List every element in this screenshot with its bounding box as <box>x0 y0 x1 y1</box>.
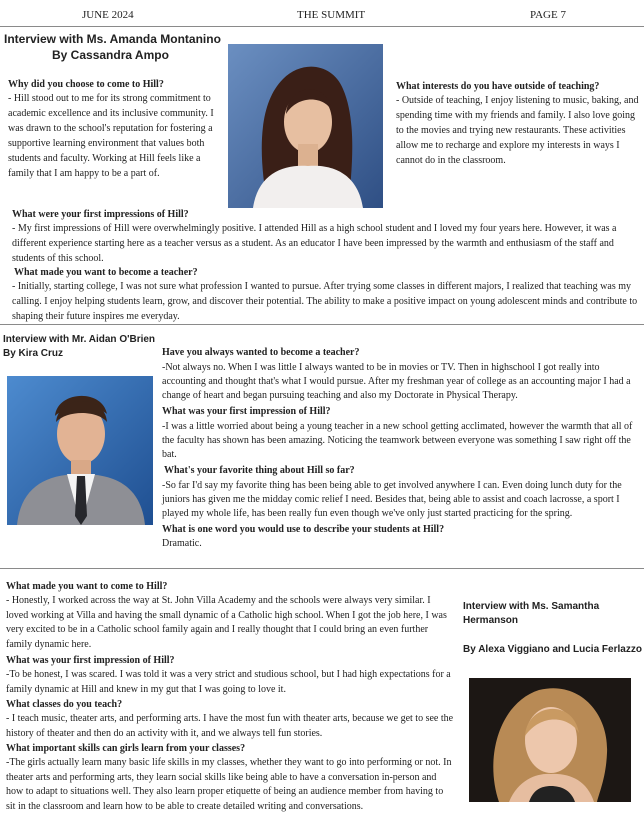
answer: -So far I'd say my favorite thing has been being able to get involved anywhere I can. Even doing lunch duty for the juniors has given me the midday comic relief I need. Besides that, being able to assist and coach lacrosse, a sport I played my whole life, has been really fun even though we've only just started practicing for the spring. <box>162 480 622 519</box>
question: Have you always wanted to become a teacher? <box>162 347 360 358</box>
answer: -I was a little worried about being a young teacher in a new school getting acclimated, however the warmth that all of the faculty has shown has been amazing. Noticing the teamwork between everyone was something I saw right off the bat. <box>162 421 633 460</box>
portrait-montanino <box>228 44 383 208</box>
question: What's your favorite thing about Hill so far? <box>164 465 355 476</box>
answer: - My first impressions of Hill were overwhelmingly positive. I attended Hill as a high school student and I loved my four years here. However, it was a different experience starting here as a teacher versus as a student. As an educator I have been impressed by the warmth and enthusiasm of the staff and students of this school. <box>12 223 617 264</box>
interview-title: Interview with Ms. Amanda Montanino <box>4 32 221 46</box>
answer: -To be honest, I was scared. I was told it was a very strict and studious school, but I had high expectations for a family dynamic at Hill and knew in my gut that I was going to love it. <box>6 669 451 695</box>
answer: -The girls actually learn many basic life skills in my classes, whether they want to go into performing or not. In theater arts and performing arts, they learn social skills like being able to have a conversation in-person and how to adapt to situations well. They also learn proper etiquette of being an audience member from having to sit in the classroom and learn how to be able to create detailed writing and conversations. <box>6 757 452 812</box>
portrait-obrien <box>7 376 153 525</box>
question: What classes do you teach? <box>6 699 123 710</box>
answer: Dramatic. <box>162 538 202 549</box>
question: What made you want to come to Hill? <box>6 581 168 592</box>
page-number: PAGE 7 <box>530 9 566 21</box>
question: What interests do you have outside of teaching? <box>396 81 600 92</box>
answer: - Honestly, I worked across the way at St. John Villa Academy and the schools were always very similar. I loved working at Villa and having the small dynamic of a Catholic high school. When I got the job here, I was very excited to be in a Catholic school family again and I really thought that I could bring an even further family dynamic here. <box>6 595 447 650</box>
question: Why did you choose to come to Hill? <box>8 79 164 90</box>
question: What made you want to become a teacher? <box>14 267 198 278</box>
question: What is one word you would use to describe your students at Hill? <box>162 524 445 535</box>
question: What was your first impression of Hill? <box>6 655 175 666</box>
answer: - Hill stood out to me for its strong commitment to academic excellence and its inclusive community. I was drawn to the school's reputation for fostering a supportive learning environment that values both students and faculty. Working at Hill feels like a family that I am happy to be a part of. <box>8 93 214 179</box>
interview-title: Interview with Ms. Samantha Hermanson <box>463 601 600 626</box>
interview-title: Interview with Mr. Aidan O'Brien <box>3 334 156 345</box>
answer: - I teach music, theater arts, and performing arts. I have the most fun with theater arts, because we get to see the history of theater and then do an activity with it, and we always tell fun stories. <box>6 713 454 739</box>
interview-byline: By Cassandra Ampo <box>52 48 169 62</box>
question: What important skills can girls learn from your classes? <box>6 743 246 754</box>
question: What was your first impression of Hill? <box>162 406 331 417</box>
interview-byline: By Alexa Viggiano and Lucia Ferlazzo <box>463 644 642 655</box>
answer: - Outside of teaching, I enjoy listening to music, baking, and spending time with my friends and family. I also love going to the movies and trying new restaurants. These activities allow me to recharge and explore my interests in ways I cannot do in the classroom. <box>396 95 639 166</box>
answer: - Initially, starting college, I was not sure what profession I wanted to pursue. After trying some classes in different majors, I realized that teaching was my calling. I enjoy helping students learn, grow, and discover their potential. The ability to make a positive impact on young adolescent minds and contribute to shaping their future inspires me everyday. <box>12 281 638 322</box>
issue-date: JUNE 2024 <box>82 9 134 21</box>
answer: -Not always no. When I was little I always wanted to be in movies or TV. Then in highschool I got really into accounting and thought that's what I would pursue. After my freshman year of college as an accounting major I had a change of heart and began pursuing teaching and also my Doctorate in Physical Therapy. <box>162 362 631 401</box>
question: What were your first impressions of Hill? <box>12 209 189 220</box>
newspaper-title: THE SUMMIT <box>297 9 366 21</box>
header-divider <box>0 26 644 27</box>
section-divider <box>0 324 644 325</box>
interview-byline: By Kira Cruz <box>3 348 64 359</box>
section-divider <box>0 568 644 569</box>
portrait-hermanson <box>469 678 631 802</box>
